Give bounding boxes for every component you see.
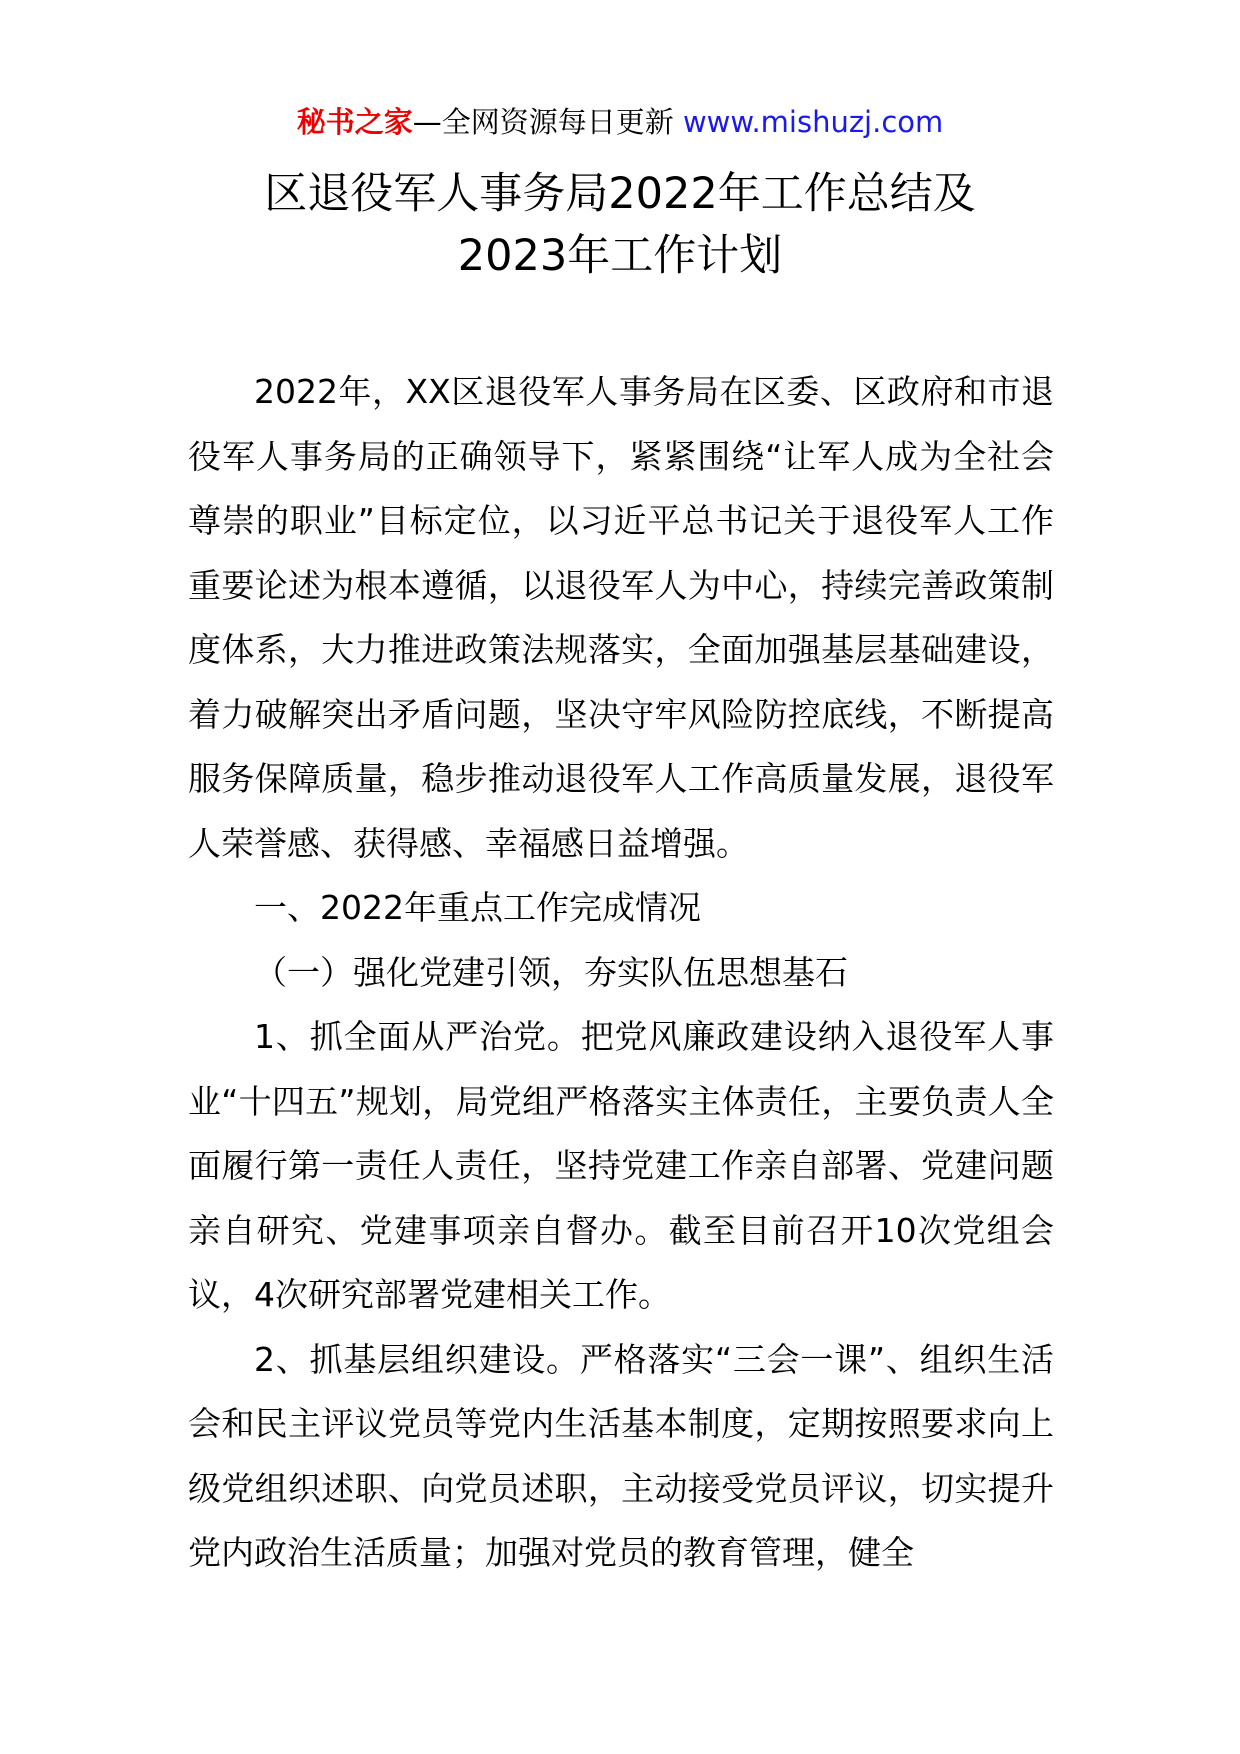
paragraph-intro: 2022年，XX区退役军人事务局在区委、区政府和市退役军人事务局的正确领导下，紧紧围绕“让军人成为全社会尊崇的职业”目标定位，以习近平总书记关于退役军人工作重要论述为根本遵循，以退役军人为中心，持续完善政策制度体系，大力推进政策法规落实，全面加强基层基础建设，着力破解突出矛盾问题，坚决守牢风险防控底线，不断提高服务保障质量，稳步推动退役军人工作高质量发展，退役军人荣誉感、获得感、幸福感日益增强。 bbox=[188, 372, 1054, 863]
paragraph-item-1: 1、抓全面从严治党。把党风廉政建设纳入退役军人事业“十四五”规划，局党组严格落实主体责任，主要负责人全面履行第一责任人责任，坚持党建工作亲自部署、党建问题亲自研究、党建事项亲自督办。截至目前召开10次党组会议，4次研究部署党建相关工作。 bbox=[188, 1017, 1054, 1314]
section-heading-1: 一、2022年重点工作完成情况 bbox=[254, 888, 701, 927]
document-title-line-1: 区退役军人事务局2022年工作总结及 bbox=[264, 169, 976, 219]
document-title-line-2: 2023年工作计划 bbox=[457, 231, 783, 281]
paragraph-item-2: 2、抓基层组织建设。严格落实“三会一课”、组织生活会和民主评议党员等党内生活基本制度，定期按照要求向上级党组织述职、向党员述职，主动接受党员评议，切实提升党内政治生活质量；加强对党员的教育管理，健全 bbox=[188, 1339, 1054, 1572]
document-body bbox=[188, 360, 1054, 1586]
site-header bbox=[0, 102, 1240, 142]
site-url-link[interactable]: www.mishuzj.com bbox=[682, 105, 944, 139]
subsection-heading-1: （一）强化党建引领，夯实队伍思想基石 bbox=[254, 952, 848, 992]
site-tagline: —全网资源每日更新 bbox=[412, 105, 683, 139]
site-brand: 秘书之家 bbox=[296, 105, 413, 139]
